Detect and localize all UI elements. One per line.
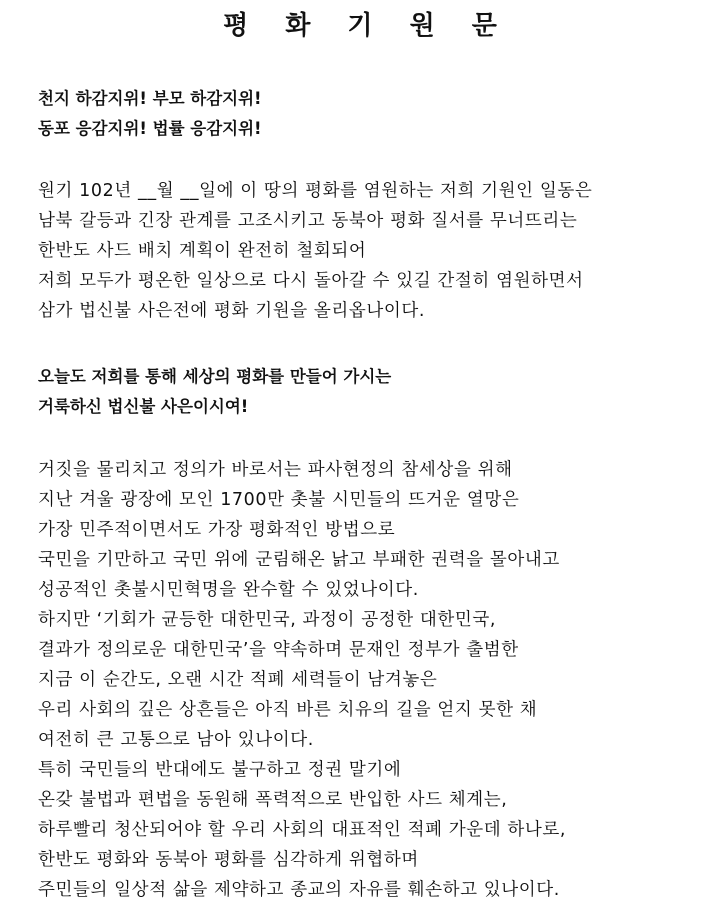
body-paragraph [38,455,708,905]
body-line: 특히 국민들의 반대에도 불구하고 정권 말기에 [38,760,402,780]
body-line: 우리 사회의 깊은 상흔들은 아직 바른 치유의 길을 얻지 못한 채 [38,700,538,720]
body-line: 온갖 불법과 편법을 동원해 폭력적으로 반입한 사드 체계는, [38,790,508,810]
address-line: 오늘도 저희를 통해 세상의 평화를 만들어 가시는 [38,367,392,386]
address-line: 거룩하신 법신불 사은이시여! [38,397,249,416]
body-line: 하루빨리 청산되어야 할 우리 사회의 대표적인 적폐 가운데 하나로, [38,820,567,840]
body-line: 거짓을 물리치고 정의가 바로서는 파사현정의 참세상을 위해 [38,460,513,480]
body-line: 하지만 ‘기회가 균등한 대한민국, 과정이 공정한 대한민국, [38,610,497,630]
invocation-line: 천지 하감지위! 부모 하감지위! [38,89,262,108]
intro-line: 한반도 사드 배치 계획이 완전히 철회되어 [38,241,367,261]
intro-line: 원기 102년 __월 __일에 이 땅의 평화를 염원하는 저희 기원인 일동은 [38,181,593,201]
intro-line: 남북 갈등과 긴장 관계를 고조시키고 동북아 평화 질서를 무너뜨리는 [38,211,578,231]
intro-paragraph [38,176,708,326]
body-line: 국민을 기만하고 국민 위에 군림해온 낡고 부패한 권력을 몰아내고 [38,550,560,570]
body-line: 여전히 큰 고통으로 남아 있나이다. [38,730,314,750]
intro-line: 저희 모두가 평온한 일상으로 다시 돌아갈 수 있길 간절히 염원하면서 [38,271,584,291]
body-line: 결과가 정의로운 대한민국’을 약속하며 문재인 정부가 출범한 [38,640,519,660]
intro-line: 삼가 법신불 사은전에 평화 기원을 올리옵나이다. [38,301,426,321]
body-line: 지금 이 순간도, 오랜 시간 적폐 세력들이 남겨놓은 [38,670,438,690]
body-line: 한반도 평화와 동북아 평화를 심각하게 위협하며 [38,850,419,870]
body-line: 가장 민주적이면서도 가장 평화적인 방법으로 [38,520,396,540]
body-line: 주민들의 일상적 삶을 제약하고 종교의 자유를 훼손하고 있나이다. [38,880,560,900]
invocation-paragraph [38,84,708,144]
address-paragraph [38,362,708,422]
invocation-line: 동포 응감지위! 법률 응감지위! [38,119,262,138]
body-line: 성공적인 촛불시민혁명을 완수할 수 있었나이다. [38,580,419,600]
body-line: 지난 겨울 광장에 모인 1700만 촛불 시민들의 뜨거운 열망은 [38,490,520,510]
document-title: 평 화 기 원 문 [223,11,511,41]
